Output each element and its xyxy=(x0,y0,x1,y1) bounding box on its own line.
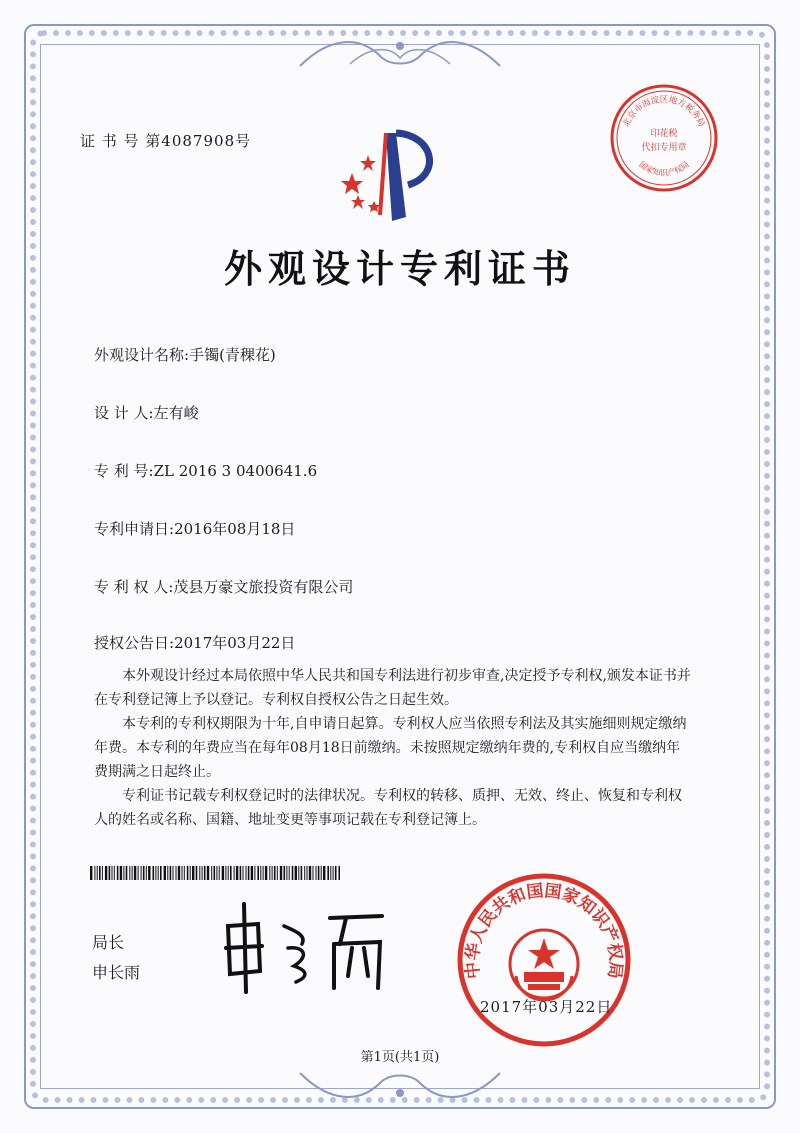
body-paragraph-2: 本专利的专利权期限为十年,自申请日起算。专利权人应当依照专利法及其实施细则规定缴纳年费。本专利的年费应当在每年08月18日前缴纳。未按照规定缴纳年费的,专利权自应当缴纳年费期满之日起终止。 xyxy=(94,716,687,780)
patentee-value: 茂县万豪文旅投资有限公司 xyxy=(173,578,354,596)
barcode xyxy=(90,866,340,880)
body-paragraph-3: 专利证书记载专利权登记时的法律状况。专利权的转移、质押、无效、终止、恢复和专利权人的姓名或名称、国籍、地址变更等事项记载在专利登记簿上。 xyxy=(94,788,682,828)
top-ornament xyxy=(290,36,510,72)
state-ip-office-seal xyxy=(456,872,632,1048)
designer-row xyxy=(94,402,199,423)
design-name-value: 手镯(青稞花) xyxy=(189,346,276,364)
grant-date-label: 授权公告日: xyxy=(94,634,175,652)
certificate-body xyxy=(94,664,694,832)
body-paragraph-1: 本外观设计经过本局依照中华人民共和国专利法进行初步审查,决定授予专利权,颁发本证书并在专利登记簿上予以登记。专利权自授权公告之日起生效。 xyxy=(94,668,691,708)
grant-date-value: 2017年03月22日 xyxy=(174,634,296,652)
filing-date-value: 2016年08月18日 xyxy=(174,520,296,538)
design-name-row xyxy=(94,344,276,365)
designer-value: 左有峻 xyxy=(153,404,199,422)
state-seal-ring-text: 中华人民共和国国家知识产权局 xyxy=(462,881,626,980)
design-name-label: 外观设计名称: xyxy=(94,346,190,364)
certificate-number: 证 书 号 第4087908号 xyxy=(80,132,252,150)
svg-text:北京市海淀区地方税务局 xyxy=(621,94,707,129)
tax-stamp-seal xyxy=(608,82,720,194)
seal-date: 2017年03月22日 xyxy=(480,998,613,1016)
filing-date-label: 专利申请日: xyxy=(94,520,175,538)
tax-seal-ring-text: 北京市海淀区地方税务局 xyxy=(621,94,707,129)
certificate-title: 外观设计专利证书 xyxy=(223,246,576,291)
patent-office-emblem xyxy=(334,125,444,225)
tax-seal-center-line1: 印花税 xyxy=(650,129,678,139)
patent-number-row xyxy=(94,460,317,481)
tax-seal-center-line2: 代扣专用章 xyxy=(641,143,687,153)
director-title: 局长 xyxy=(92,933,125,952)
patentee-row xyxy=(94,576,353,597)
director-name: 申长雨 xyxy=(92,963,141,982)
grant-date-row xyxy=(94,632,295,653)
filing-date-row xyxy=(94,518,295,539)
patent-number-label: 专 利 号: xyxy=(94,462,154,480)
tax-seal-bottom-text: 国家知识产权局 xyxy=(637,159,691,178)
national-emblem-icon xyxy=(510,930,578,1000)
bottom-ornament xyxy=(290,1067,510,1103)
designer-label: 设 计 人: xyxy=(94,404,154,422)
svg-text:国家知识产权局 xyxy=(637,160,690,178)
patent-number-value: ZL 2016 3 0400641.6 xyxy=(153,462,318,480)
director-signature xyxy=(218,896,388,996)
patentee-label: 专 利 权 人: xyxy=(94,578,174,596)
page-footer: 第1页(共1页) xyxy=(360,1050,440,1065)
